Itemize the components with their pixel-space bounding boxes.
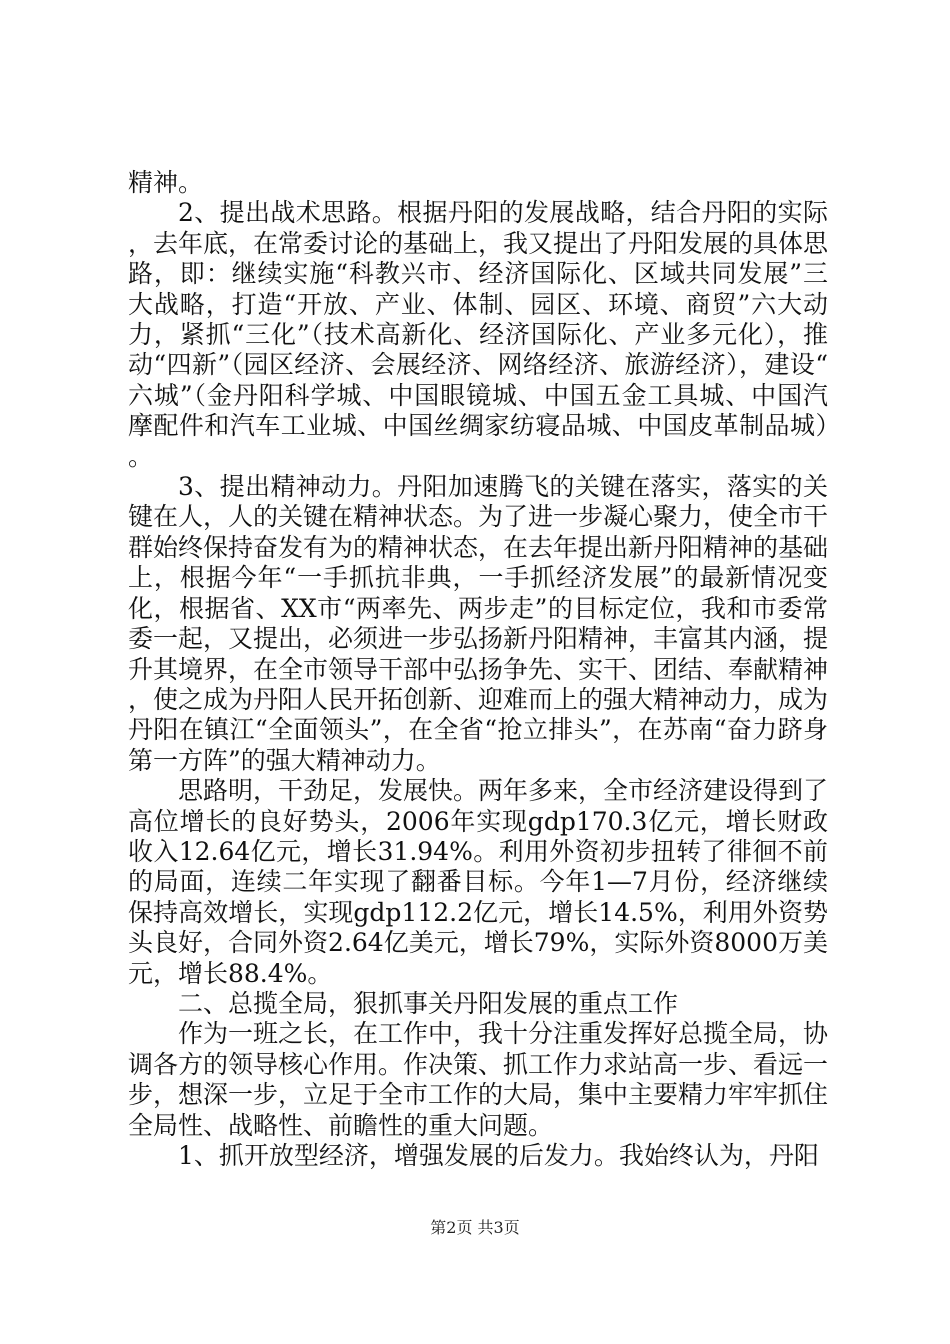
paragraph-spiritual-power: 3、提出精神动力。丹阳加速腾飞的关键在落实，落实的关键在人，人的关键在精神状态。为了进一步凝心聚力，使全市干群始终保持奋发有为的精神状态，在去年提出新丹阳精神的基础上，根据今年“一手抓抗非典，一手抓经济发展”的最新情况变化，根据省、XX市“两率先、两步走”的目标定位，我和市委常委一起，又提出，必须进一步弘扬新丹阳精神，丰富其内涵，提升其境界，在全市领导干部中弘扬争先、实干、团结、奉献精神，使之成为丹阳人民开拓创新、迎难而上的强大精神动力，成为丹阳在镇江“全面领头”，在全省“抢立排头”，在苏南“奋力跻身第一方阵”的强大精神动力。 — [128, 472, 829, 775]
paragraph-open-economy: 1、抓开放型经济，增强发展的后发力。我始终认为，丹阳 — [178, 1141, 819, 1170]
page-footer: 第2页 共3页 — [430, 1218, 520, 1237]
paragraph-tactical-thinking: 2、提出战术思路。根据丹阳的发展战略，结合丹阳的实际，去年底，在常委讨论的基础上，我又提出了丹阳发展的具体思路，即：继续实施“科教兴市、经济国际化、区域共同发展”三大战略，打造“开放、产业、体制、园区、环境、商贸”六大动力，紧抓“三化”（技术高新化、经济国际化、产业多元化），推动“四新”（园区经济、会展经济、网络经济、旅游经济），建设“六城”（金丹阳科学城、中国眼镜城、中国五金工具城、中国汽摩配件和汽车工业城、中国丝绸家纺寝品城、中国皮革制品城）。 — [128, 198, 829, 471]
paragraph-continuation: 精神。 — [128, 168, 204, 197]
paragraph-development-results: 思路明，干劲足，发展快。两年多来，全市经济建设得到了高位增长的良好势头，2006年实现gdp170.3亿元，增长财政收入12.64亿元，增长31.94%。利用外资初步扭转了徘徊不前的局面，连续二年实现了翻番目标。今年1—7月份，经济继续保持高效增长，实现gdp112.2亿元，增长14.5%，利用外资势头良好，合同外资2.64亿美元，增长79%，实际外资8000万美元，增长88.4%。 — [128, 776, 829, 988]
section-heading-overall-situation: 二、总揽全局，狠抓事关丹阳发展的重点工作 — [178, 988, 679, 1018]
paragraph-leadership-role: 作为一班之长，在工作中，我十分注重发挥好总揽全局，协调各方的领导核心作用。作决策、抓工作力求站高一步、看远一步，想深一步，立足于全市工作的大局，集中主要精力牢牢抓住全局性、战略性、前瞻性的重大问题。 — [128, 1019, 829, 1140]
document-body — [128, 168, 828, 1171]
